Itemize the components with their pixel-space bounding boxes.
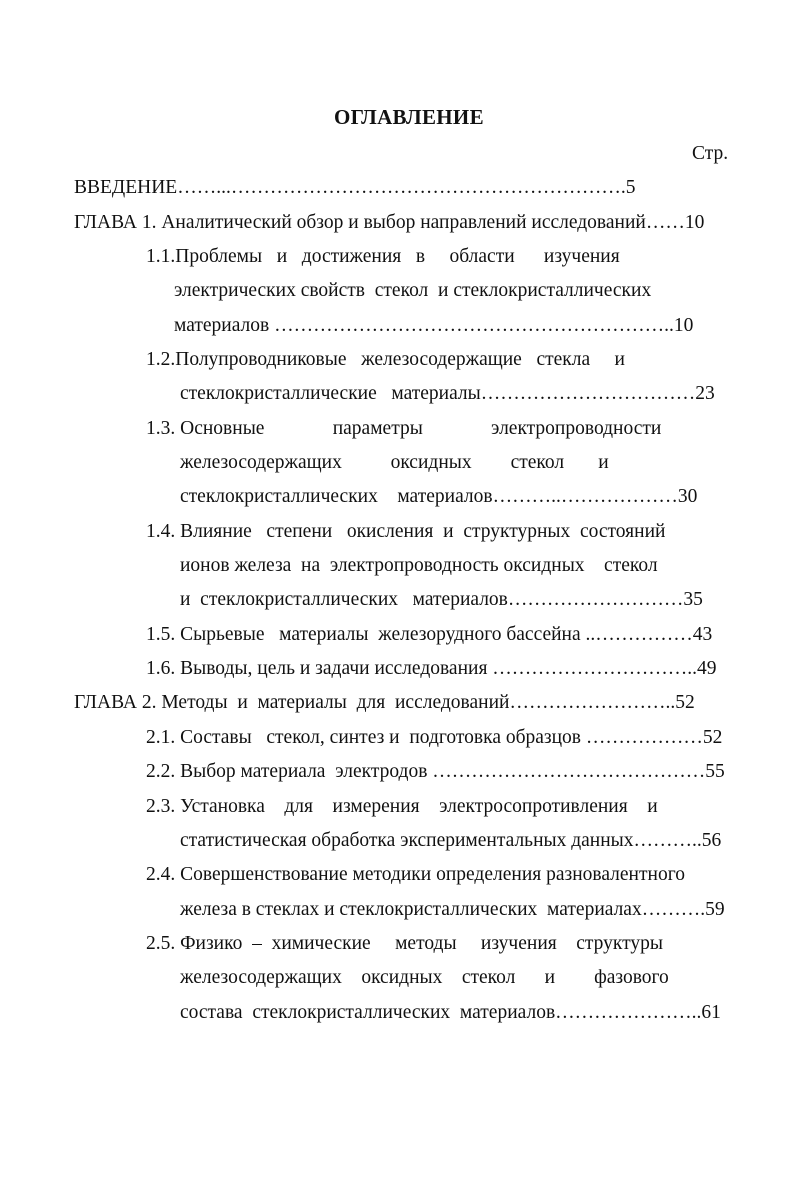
toc-line: 2.3. Установка для измерения электросопротивления и: [146, 796, 658, 817]
toc-line: 1.4. Влияние степени окисления и структурных состояний: [146, 521, 666, 542]
toc-line: 2.4. Совершенствование методики определения разновалентного: [146, 864, 685, 885]
toc-line: 1.3. Основные параметры электропроводности: [146, 418, 662, 439]
toc-line: 1.1.Проблемы и достижения в области изучения: [146, 246, 620, 267]
page-column-label: Стр.: [692, 143, 729, 164]
toc-line: 1.5. Сырьевые материалы железорудного бассейна ..……………43: [146, 624, 713, 645]
toc-line: железа в стеклах и стеклокристаллических материалах……….59: [180, 899, 725, 920]
toc-line: ионов железа на электропроводность оксидных стекол: [180, 555, 658, 576]
toc-line: ВВЕДЕНИЕ……...…………………………………………………….5: [74, 177, 636, 198]
toc-line: железосодержащих оксидных стекол и фазового: [180, 967, 669, 988]
toc-line: 1.2.Полупроводниковые железосодержащие стекла и: [146, 349, 625, 370]
toc-line: и стеклокристаллических материалов………………………35: [180, 589, 703, 610]
toc-line: стеклокристаллических материалов………..………………30: [180, 486, 698, 507]
toc-line: 1.6. Выводы, цель и задачи исследования …………………………..49: [146, 658, 717, 679]
toc-line: состава стеклокристаллических материалов…………………..61: [180, 1002, 721, 1023]
toc-line: 2.2. Выбор материала электродов ……………………………………55: [146, 761, 725, 782]
page-title: ОГЛАВЛЕНИЕ: [334, 105, 484, 129]
toc-line: железосодержащих оксидных стекол и: [180, 452, 609, 473]
toc-line: электрических свойств стекол и стеклокристаллических: [174, 280, 652, 301]
toc-line: ГЛАВА 1. Аналитический обзор и выбор направлений исследований……10: [74, 212, 705, 233]
toc-line: материалов ……………………………………………………..10: [174, 315, 694, 336]
toc-line: статистическая обработка экспериментальных данных………..56: [180, 830, 722, 851]
toc-line: 2.1. Составы стекол, синтез и подготовка образцов ………………52: [146, 727, 723, 748]
toc-line: стеклокристаллические материалы……………………………23: [180, 383, 715, 404]
toc-line: 2.5. Физико – химические методы изучения структуры: [146, 933, 663, 954]
toc-line: ГЛАВА 2. Методы и материалы для исследований……………………..52: [74, 692, 695, 713]
